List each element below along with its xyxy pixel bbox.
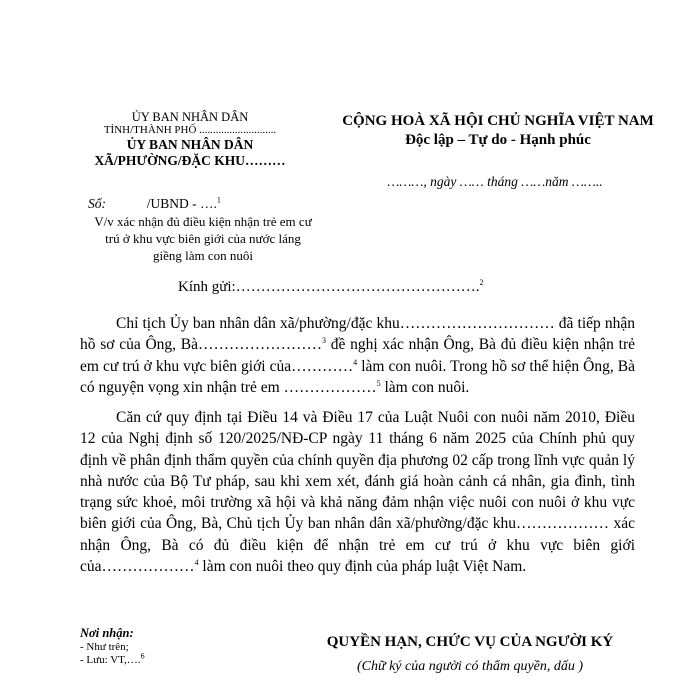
issuer-block xyxy=(80,110,300,169)
body-paragraph-1 xyxy=(80,313,635,398)
document-number xyxy=(88,196,308,212)
date-line: ………, ngày …… tháng ……năm …….. xyxy=(387,174,603,189)
footnote-ref: 5 xyxy=(376,378,381,388)
national-title: CỘNG HOÀ XÃ HỘI CHỦ NGHĨA VIỆT NAM xyxy=(342,113,654,129)
recipients-item xyxy=(80,651,240,667)
body-paragraph-2 xyxy=(80,407,635,577)
document-subject: V/v xác nhận đủ điều kiện nhận trẻ em cư trú ở khu vực biên giới của nước láng giềng làm con nuôi xyxy=(94,214,312,263)
recipient-line xyxy=(178,279,483,296)
signer-title: QUYỀN HẠN, CHỨC VỤ CỦA NGƯỜI KÝ xyxy=(326,634,614,650)
recipients-title: Nơi nhận: xyxy=(80,626,134,640)
signer-note: (Chữ ký của người có thẩm quyền, dấu ) xyxy=(356,659,584,674)
issuer-name-line1: ỦY BAN NHÂN DÂN xyxy=(126,137,254,152)
recipients-item-text: - Lưu: VT,…. xyxy=(80,654,141,666)
paragraph-text: làm con nuôi theo quy định của pháp luật Việt Nam. xyxy=(198,558,527,576)
issuer-parent-line2: TỈNH/THÀNH PHỐ ............................ xyxy=(103,124,277,136)
paragraph-text: đề nghị xác nhận Ông, Bà đủ điều kiện nhận trẻ em cư trú ở khu vực biên giới của………… xyxy=(80,336,635,375)
footnote-ref: 4 xyxy=(194,557,199,567)
paragraph-text: Chỉ tịch Ủy ban nhân dân xã/phường/đặc khu………………………… đã tiếp nhận hồ sơ của Ông, Bà…………………… xyxy=(80,315,635,354)
national-title-block xyxy=(328,112,668,150)
footnote-ref: 2 xyxy=(479,278,484,287)
recipients-list xyxy=(80,626,240,667)
footnote-ref: 1 xyxy=(216,195,221,205)
issuer-parent-line1: ỦY BAN NHÂN DÂN xyxy=(131,110,249,124)
document-number-label: Số: xyxy=(88,196,106,211)
paragraph-text: làm con nuôi. Trong hồ sơ thể hiện Ông, Bà có nguyện vọng xin nhận trẻ em ……………… xyxy=(80,357,636,396)
recipients-item: - Như trên; xyxy=(80,641,129,653)
recipient-text: Kính gửi:…………………………………………. xyxy=(178,279,480,295)
document-number-value: /UBND - …. xyxy=(146,196,217,211)
signature-block xyxy=(290,634,650,675)
footnote-ref: 3 xyxy=(321,336,326,346)
footnote-ref: 4 xyxy=(353,357,358,367)
paragraph-text: Căn cứ quy định tại Điều 14 và Điều 17 của Luật Nuôi con nuôi năm 2010, Điều 12 của Nghị định số 120/2025/NĐ-CP ngày 11 tháng 6 năm 2025 của Chính phủ quy định về phân định thẩm quyền của chính quyền địa phương 02 cấp trong lĩnh vực quản lý nhà nước của Bộ Tư pháp, sau khi xem xét, đánh giá hoàn cảnh cá nhân, gia đình, tình trạng sức khoẻ, môi trường xã hội và khả năng đảm nhận việc nuôi con nuôi ở khu vực biên giới của Ông, Bà, Chủ tịch Ủy ban nhân dân xã/phường/đặc khu……………… xác nhận Ông, Bà có đủ điều kiện để nhận trẻ em cư trú ở khu vực biên giới của……………… xyxy=(80,409,635,576)
footnote-ref: 6 xyxy=(140,651,145,661)
national-motto: Độc lập – Tự do - Hạnh phúc xyxy=(405,132,591,148)
issuer-name-line2: XÃ/PHƯỜNG/ĐẶC KHU……… xyxy=(94,153,286,168)
paragraph-text: làm con nuôi. xyxy=(380,378,470,396)
